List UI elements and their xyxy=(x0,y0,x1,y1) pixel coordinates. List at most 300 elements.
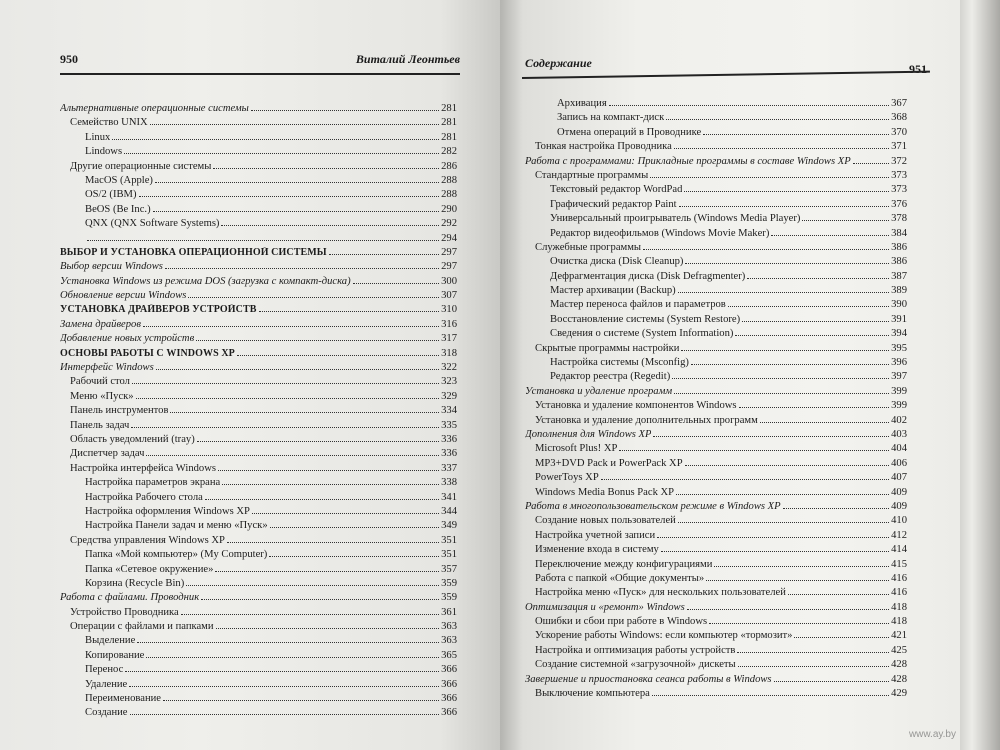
toc-entry xyxy=(525,169,907,183)
toc-entry-page: 409 xyxy=(891,500,907,512)
toc-entry-title: Текстовый редактор WordPad xyxy=(550,184,683,196)
toc-entry xyxy=(525,270,907,284)
toc-entry-page: 412 xyxy=(891,529,907,541)
toc-entry-title: Windows Media Bonus Pack XP xyxy=(535,486,675,498)
toc-entry-page: 318 xyxy=(441,347,457,359)
toc-dot-leader xyxy=(691,356,889,365)
toc-dot-leader xyxy=(196,332,439,341)
toc-entry xyxy=(525,212,907,226)
toc-entry-page: 336 xyxy=(441,448,457,460)
toc-entry xyxy=(60,390,457,404)
toc-entry-page: 368 xyxy=(891,112,907,124)
toc-entry-page: 281 xyxy=(441,131,457,143)
toc-dot-leader xyxy=(684,183,889,192)
toc-entry xyxy=(525,486,907,500)
toc-dot-leader xyxy=(221,217,439,226)
toc-entry-page: 429 xyxy=(891,688,907,700)
toc-entry-page: 359 xyxy=(441,577,457,589)
toc-entry-title: Очистка диска (Disk Cleanup) xyxy=(550,256,684,268)
toc-entry-page: 395 xyxy=(891,342,907,354)
toc-dot-leader xyxy=(87,232,439,241)
toc-entry xyxy=(525,327,907,341)
toc-dot-leader xyxy=(657,529,889,538)
toc-dot-leader xyxy=(213,160,439,169)
toc-dot-leader xyxy=(188,289,439,298)
toc-entry-title: Работа с программами: Прикладные программы в составе Windows XP xyxy=(525,155,851,167)
toc-dot-leader xyxy=(165,260,439,269)
toc-entry xyxy=(525,514,907,528)
toc-entry xyxy=(60,620,457,634)
toc-entry-title: Завершение и приостановка сеанса работы в Windows xyxy=(525,673,772,685)
toc-entry-title: Панель задач xyxy=(70,419,130,431)
toc-entry xyxy=(60,649,457,663)
toc-entry-page: 370 xyxy=(891,126,907,138)
toc-entry-title: ВЫБОР И УСТАНОВКА ОПЕРАЦИОННОЙ СИСТЕМЫ xyxy=(60,246,327,258)
left-page-header xyxy=(60,52,460,72)
toc-dot-leader xyxy=(687,601,889,610)
toc-entry-page: 410 xyxy=(891,515,907,527)
toc-entry-page: 404 xyxy=(891,443,907,455)
toc-entry-title: Lindows xyxy=(85,146,123,158)
toc-entry-page: 290 xyxy=(441,203,457,215)
toc-entry-title: УСТАНОВКА ДРАЙВЕРОВ УСТРОЙСТВ xyxy=(60,304,257,316)
toc-dot-leader xyxy=(681,342,889,351)
toc-dot-leader xyxy=(760,414,889,423)
toc-entry-page: 421 xyxy=(891,630,907,642)
toc-entry xyxy=(60,116,457,130)
toc-dot-leader xyxy=(201,591,439,600)
toc-entry-title: Обновление версии Windows xyxy=(60,290,187,302)
toc-entry xyxy=(525,428,907,442)
right-page xyxy=(500,0,960,750)
toc-entry xyxy=(60,563,457,577)
toc-entry xyxy=(60,232,457,246)
toc-entry-title: BeOS (Be Inc.) xyxy=(85,203,151,215)
toc-entry-title: Настройка учетной записи xyxy=(535,529,656,541)
toc-entry xyxy=(60,217,457,231)
toc-dot-leader xyxy=(703,126,889,135)
toc-entry-page: 399 xyxy=(891,400,907,412)
toc-entry-title: Копирование xyxy=(85,649,145,661)
toc-entry-title: Стандартные программы xyxy=(535,169,649,181)
toc-dot-leader xyxy=(353,275,439,284)
toc-entry-page: 359 xyxy=(441,592,457,604)
toc-dot-leader xyxy=(130,706,440,715)
toc-entry-title: MacOS (Apple) xyxy=(85,174,153,186)
toc-entry-page: 316 xyxy=(441,318,457,330)
toc-entry xyxy=(60,548,457,562)
toc-entry-title: OS/2 (IBM) xyxy=(85,189,137,201)
toc-entry-title: Средства управления Windows XP xyxy=(70,534,225,546)
toc-dot-leader xyxy=(735,327,889,336)
toc-entry-title: Выключение компьютера xyxy=(535,688,650,700)
toc-entry-title: Ошибки и сбои при работе в Windows xyxy=(535,616,708,628)
toc-entry xyxy=(525,399,907,413)
toc-entry-page: 366 xyxy=(441,693,457,705)
toc-entry-title: Альтернативные операционные системы xyxy=(60,103,249,114)
toc-dot-leader xyxy=(853,155,889,164)
toc-entry xyxy=(525,284,907,298)
toc-entry-page: 391 xyxy=(891,313,907,325)
toc-entry xyxy=(60,203,457,217)
toc-entry-page: 387 xyxy=(891,270,907,282)
toc-entry xyxy=(525,457,907,471)
toc-entry-page: 329 xyxy=(441,390,457,402)
toc-entry xyxy=(525,586,907,600)
toc-entry-title: Установка и удаление компонентов Windows xyxy=(535,400,737,412)
toc-dot-leader xyxy=(227,534,439,543)
toc-entry-title: Корзина (Recycle Bin) xyxy=(85,577,185,589)
toc-entry-page: 425 xyxy=(891,644,907,656)
toc-entry-title: Ускорение работы Windows: если компьютер «тормозит» xyxy=(535,630,793,642)
toc-entry-title: Дополнения для Windows XP xyxy=(525,428,652,440)
toc-entry-title: Мастер архивации (Backup) xyxy=(550,285,676,297)
toc-entry xyxy=(60,519,457,533)
toc-entry-page: 416 xyxy=(891,572,907,584)
toc-dot-leader xyxy=(146,447,439,456)
toc-entry-page: 394 xyxy=(891,328,907,340)
toc-entry-page: 297 xyxy=(441,261,457,273)
toc-entry-page: 337 xyxy=(441,462,457,474)
toc-entry xyxy=(525,183,907,197)
toc-entry-title: Мастер переноса файлов и параметров xyxy=(550,299,726,311)
toc-dot-leader xyxy=(131,419,439,428)
toc-entry-page: 416 xyxy=(891,587,907,599)
toc-list-left xyxy=(60,102,457,721)
page-number-right: 951 xyxy=(909,62,927,76)
toc-entry-page: 402 xyxy=(891,414,907,426)
toc-entry-title: Установка Windows из режима DOS (загрузка с компакт-диска) xyxy=(60,275,351,287)
toc-entry xyxy=(525,198,907,212)
toc-entry xyxy=(525,558,907,572)
toc-entry xyxy=(60,419,457,433)
toc-entry-page: 428 xyxy=(891,659,907,671)
toc-dot-leader xyxy=(215,563,439,572)
toc-dot-leader xyxy=(259,303,440,312)
toc-entry-page: 282 xyxy=(441,146,457,158)
toc-dot-leader xyxy=(709,615,889,624)
toc-entry-title: Скрытые программы настройки xyxy=(535,342,680,354)
toc-entry-page: 351 xyxy=(441,549,457,561)
toc-entry-title: Восстановление системы (System Restore) xyxy=(550,313,741,325)
toc-entry-page: 363 xyxy=(441,635,457,647)
toc-entry-title: Microsoft Plus! XP xyxy=(535,443,618,455)
toc-entry-page: 366 xyxy=(441,707,457,719)
toc-dot-leader xyxy=(197,433,439,442)
toc-entry xyxy=(525,255,907,269)
toc-entry-title: Запись на компакт-диск xyxy=(557,112,665,124)
toc-entry-title: Установка и удаление дополнительных программ xyxy=(535,414,758,426)
toc-dot-leader xyxy=(124,145,439,154)
toc-dot-leader xyxy=(139,188,440,197)
toc-entry-page: 406 xyxy=(891,457,907,469)
toc-entry-title: Создание новых пользователей xyxy=(535,515,676,527)
toc-entry-page: 310 xyxy=(441,304,457,316)
toc-entry xyxy=(525,414,907,428)
toc-dot-leader xyxy=(181,606,439,615)
toc-entry xyxy=(60,663,457,677)
toc-entry-page: 281 xyxy=(441,103,457,114)
toc-entry xyxy=(525,572,907,586)
header-rule-left xyxy=(60,73,460,75)
running-head-section: Содержание xyxy=(525,56,592,70)
toc-entry-page: 294 xyxy=(441,232,457,244)
toc-entry-title: Тонкая настройка Проводника xyxy=(535,141,672,153)
toc-entry-title: Работа в многопользовательском режиме в Windows XP xyxy=(525,500,781,512)
toc-entry-page: 378 xyxy=(891,213,907,225)
toc-entry-page: 281 xyxy=(441,117,457,129)
toc-entry-title: Linux xyxy=(85,131,111,143)
toc-entry xyxy=(60,375,457,389)
toc-entry xyxy=(525,615,907,629)
toc-entry-page: 292 xyxy=(441,218,457,230)
toc-dot-leader xyxy=(685,457,890,466)
toc-entry-page: 390 xyxy=(891,299,907,311)
toc-dot-leader xyxy=(747,270,889,279)
toc-dot-leader xyxy=(802,212,889,221)
toc-entry xyxy=(60,476,457,490)
toc-entry-title: Архивация xyxy=(557,98,607,109)
toc-entry-title: Работа с папкой «Общие документы» xyxy=(535,572,705,584)
toc-entry-page: 338 xyxy=(441,477,457,489)
toc-entry xyxy=(60,692,457,706)
toc-entry xyxy=(60,246,457,260)
toc-entry-title: Сведения о системе (System Information) xyxy=(550,328,734,340)
toc-entry xyxy=(525,629,907,643)
toc-entry xyxy=(60,188,457,202)
toc-dot-leader xyxy=(136,390,440,399)
toc-entry-title: Отмена операций в Проводнике xyxy=(557,126,702,138)
toc-entry xyxy=(60,606,457,620)
toc-entry-title: Графический редактор Paint xyxy=(550,198,677,210)
toc-entry xyxy=(525,140,907,154)
toc-entry xyxy=(525,155,907,169)
toc-dot-leader xyxy=(676,486,889,495)
toc-entry-page: 361 xyxy=(441,606,457,618)
toc-dot-leader xyxy=(237,347,439,356)
toc-entry xyxy=(60,678,457,692)
toc-entry xyxy=(60,318,457,332)
toc-dot-leader xyxy=(714,558,889,567)
toc-entry-title: Другие операционные системы xyxy=(70,160,212,172)
toc-entry-page: 371 xyxy=(891,141,907,153)
toc-entry-page: 418 xyxy=(891,601,907,613)
toc-dot-leader xyxy=(129,678,439,687)
toc-entry-page: 399 xyxy=(891,385,907,397)
toc-entry-title: Папка «Мой компьютер» (My Computer) xyxy=(85,549,268,561)
toc-entry-title: Рабочий стол xyxy=(70,376,130,388)
toc-dot-leader xyxy=(609,97,889,106)
toc-dot-leader xyxy=(788,586,889,595)
toc-dot-leader xyxy=(222,476,439,485)
toc-dot-leader xyxy=(216,620,440,629)
toc-dot-leader xyxy=(619,442,889,451)
toc-entry xyxy=(525,658,907,672)
toc-entry-page: 407 xyxy=(891,472,907,484)
toc-entry xyxy=(525,442,907,456)
toc-entry xyxy=(60,505,457,519)
toc-dot-leader xyxy=(739,399,890,408)
toc-dot-leader xyxy=(685,255,889,264)
toc-entry-title: Настройка системы (Msconfig) xyxy=(550,357,689,369)
toc-entry xyxy=(60,462,457,476)
toc-dot-leader xyxy=(652,687,889,696)
toc-entry-page: 418 xyxy=(891,616,907,628)
toc-entry-title: Настройка интерфейса Windows xyxy=(70,462,216,474)
toc-entry-title: Редактор видеофильмов (Windows Movie Maker) xyxy=(550,227,770,239)
toc-dot-leader xyxy=(643,241,889,250)
toc-entry-page: 366 xyxy=(441,664,457,676)
toc-entry xyxy=(525,241,907,255)
toc-entry-page: 357 xyxy=(441,563,457,575)
toc-entry-title: Настройка Рабочего стола xyxy=(85,491,203,503)
toc-dot-leader xyxy=(678,284,889,293)
toc-entry xyxy=(60,160,457,174)
toc-entry xyxy=(60,131,457,145)
watermark: www.ay.by xyxy=(908,729,956,740)
toc-entry xyxy=(525,111,907,125)
toc-dot-leader xyxy=(150,116,439,125)
toc-entry-title: Устройство Проводника xyxy=(70,606,179,618)
toc-entry-page: 366 xyxy=(441,678,457,690)
toc-dot-leader xyxy=(329,246,439,255)
toc-entry-title: QNX (QNX Software Systems) xyxy=(85,218,220,230)
page-number-left: 950 xyxy=(60,52,78,66)
toc-entry-title: Редактор реестра (Regedit) xyxy=(550,371,671,383)
toc-entry-page: 297 xyxy=(441,246,457,258)
toc-entry-title: MP3+DVD Pack и PowerPack XP xyxy=(535,457,683,469)
toc-entry xyxy=(60,275,457,289)
toc-entry-title: Интерфейс Windows xyxy=(60,362,154,374)
toc-entry xyxy=(525,298,907,312)
toc-dot-leader xyxy=(650,169,889,178)
running-head-author: Виталий Леонтьев xyxy=(355,52,460,66)
toc-entry-title: Добавление новых устройств xyxy=(60,333,195,345)
toc-entry-page: 334 xyxy=(441,405,457,417)
toc-entry xyxy=(525,227,907,241)
toc-entry xyxy=(525,370,907,384)
toc-dot-leader xyxy=(170,404,439,413)
toc-entry xyxy=(525,543,907,557)
toc-entry-title: Перенос xyxy=(85,664,124,676)
toc-entry-page: 286 xyxy=(441,160,457,172)
toc-entry xyxy=(60,260,457,274)
toc-entry-page: 300 xyxy=(441,275,457,287)
toc-dot-leader xyxy=(112,131,439,140)
toc-entry-title: Панель инструментов xyxy=(70,405,169,417)
toc-entry xyxy=(60,332,457,346)
toc-dot-leader xyxy=(679,198,890,207)
toc-entry xyxy=(60,289,457,303)
toc-dot-leader xyxy=(153,203,440,212)
toc-entry xyxy=(525,126,907,140)
toc-dot-leader xyxy=(653,428,889,437)
toc-dot-leader xyxy=(728,298,889,307)
toc-dot-leader xyxy=(601,471,889,480)
toc-dot-leader xyxy=(143,318,439,327)
toc-entry-title: Универсальный проигрыватель (Windows Media Player) xyxy=(550,213,801,225)
toc-entry-page: 335 xyxy=(441,419,457,431)
toc-entry-page: 373 xyxy=(891,184,907,196)
toc-dot-leader xyxy=(163,692,439,701)
toc-dot-leader xyxy=(774,673,890,682)
toc-entry-page: 288 xyxy=(441,174,457,186)
toc-entry xyxy=(60,706,457,720)
toc-entry-page: 428 xyxy=(891,673,907,685)
toc-dot-leader xyxy=(146,649,439,658)
toc-list-right xyxy=(525,97,907,701)
toc-dot-leader xyxy=(218,462,439,471)
toc-entry-title: Настройка параметров экрана xyxy=(85,477,221,489)
toc-entry-page: 397 xyxy=(891,371,907,383)
toc-entry xyxy=(60,591,457,605)
toc-entry-page: 307 xyxy=(441,290,457,302)
book-edge xyxy=(960,0,1000,750)
toc-entry xyxy=(525,385,907,399)
toc-dot-leader xyxy=(674,140,889,149)
toc-entry xyxy=(60,577,457,591)
toc-entry-title: Настройка оформления Windows XP xyxy=(85,505,250,517)
toc-entry-page: 351 xyxy=(441,534,457,546)
toc-dot-leader xyxy=(270,519,439,528)
toc-dot-leader xyxy=(783,500,889,509)
toc-entry-title: Удаление xyxy=(85,678,128,690)
toc-entry xyxy=(525,356,907,370)
toc-entry-page: 363 xyxy=(441,621,457,633)
toc-dot-leader xyxy=(678,514,889,523)
toc-entry-title: Папка «Сетевое окружение» xyxy=(85,563,214,575)
toc-entry-page: 344 xyxy=(441,505,457,517)
toc-dot-leader xyxy=(738,658,889,667)
toc-entry-title: Оптимизация и «ремонт» Windows xyxy=(525,601,685,613)
toc-entry-page: 386 xyxy=(891,241,907,253)
toc-entry-title: Создание системной «загрузочной» дискеты xyxy=(535,659,736,671)
toc-entry xyxy=(60,145,457,159)
toc-entry-title: Меню «Пуск» xyxy=(70,390,134,402)
toc-entry xyxy=(60,303,457,317)
toc-dot-leader xyxy=(205,491,439,500)
toc-entry-title: Семейство UNIX xyxy=(70,117,148,129)
toc-entry xyxy=(525,342,907,356)
toc-entry xyxy=(60,347,457,361)
toc-entry-title: ОСНОВЫ РАБОТЫ С WINDOWS XP xyxy=(60,347,235,359)
toc-entry xyxy=(525,673,907,687)
toc-entry xyxy=(525,644,907,658)
toc-entry-page: 365 xyxy=(441,649,457,661)
toc-entry-page: 376 xyxy=(891,198,907,210)
toc-entry xyxy=(525,97,907,111)
toc-entry-title: Изменение входа в систему xyxy=(535,544,659,556)
toc-entry-page: 396 xyxy=(891,357,907,369)
toc-dot-leader xyxy=(137,634,439,643)
toc-dot-leader xyxy=(186,577,439,586)
toc-entry xyxy=(60,361,457,375)
toc-entry-page: 372 xyxy=(891,155,907,167)
toc-entry xyxy=(525,687,907,701)
toc-dot-leader xyxy=(661,543,889,552)
toc-entry-title: Переключение между конфигурациями xyxy=(535,558,713,570)
toc-entry xyxy=(525,313,907,327)
toc-dot-leader xyxy=(737,644,889,653)
toc-entry xyxy=(60,174,457,188)
toc-entry-page: 415 xyxy=(891,558,907,570)
toc-entry-page: 322 xyxy=(441,362,457,374)
toc-entry xyxy=(60,404,457,418)
toc-entry-page: 349 xyxy=(441,520,457,532)
toc-entry xyxy=(525,601,907,615)
toc-dot-leader xyxy=(666,111,889,120)
toc-entry-page: 317 xyxy=(441,333,457,345)
